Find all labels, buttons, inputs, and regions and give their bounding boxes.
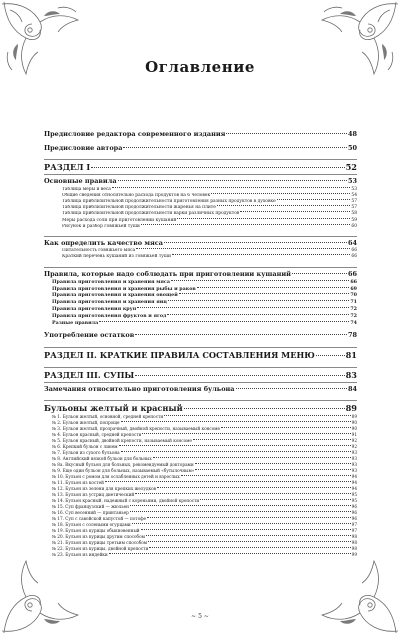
toc-entry[interactable] [44, 350, 357, 361]
toc-entry-page: 72 [350, 306, 357, 313]
toc-entry[interactable] [44, 320, 357, 327]
toc-entry-title: РАЗДЕЛ I [44, 162, 91, 173]
toc-entry[interactable] [44, 299, 357, 306]
toc-spacer [44, 153, 357, 158]
dot-leader [240, 211, 350, 212]
toc-entry-title: Правила, которые надо соблюдать при приготовлении кушаний [44, 269, 291, 278]
toc-entry-page: 66 [347, 269, 357, 278]
toc-entry[interactable] [44, 239, 357, 248]
toc-entry-title: № 2. Бульон желтый, попроще [52, 419, 120, 425]
toc-entry-page: 96 [351, 515, 357, 521]
dot-leader [277, 199, 351, 200]
toc-entry-title: Предисловие автора [44, 144, 123, 153]
toc-entry-page: 70 [350, 292, 357, 299]
toc-entry-page: 93 [351, 455, 357, 461]
toc-divider [44, 382, 357, 383]
toc-entry-page: 66 [351, 248, 357, 254]
page-number: ~ 5 ~ [191, 613, 209, 620]
toc-entry-title: № 21. Бульон из курицы третьим способом [52, 539, 147, 545]
toc-entry-title: № 12. Бульон из зелени для крепких желудков [52, 485, 157, 491]
toc-entry-page: 60 [351, 223, 357, 229]
dot-leader [200, 499, 350, 500]
toc-divider [44, 236, 357, 237]
toc-entry-page: 93 [351, 461, 357, 467]
toc-entry-title: Замечания относительно приготовления бульона [44, 384, 235, 393]
dot-leader [177, 218, 350, 219]
dot-leader [99, 321, 349, 322]
dot-leader [316, 355, 345, 356]
toc-entry-title: Бульоны желтый и красный [44, 402, 183, 413]
toc-entry-title: № 11. Бульон из костей [52, 479, 104, 485]
toc-entry[interactable] [44, 286, 357, 293]
dot-leader [195, 463, 351, 464]
toc-entry-title: № 8а. Вкусный бульон для больных, рекомендуемый докторами [52, 461, 194, 467]
dot-leader [292, 273, 347, 274]
toc-entry[interactable] [44, 306, 357, 313]
toc-entry-page: 90 [351, 419, 357, 425]
toc-entry-page: 95 [351, 497, 357, 503]
dot-leader [135, 375, 344, 376]
dot-leader [105, 481, 351, 482]
dot-leader [141, 224, 351, 225]
toc-entry[interactable] [44, 144, 357, 153]
dot-leader [164, 415, 351, 416]
toc-spacer [44, 361, 357, 366]
toc-entry-title: Правила приготовления и хранения мяса [52, 278, 170, 285]
toc-entry-title: Таблица приблизительной продолжительности приготовления разных продуктов в духовке [62, 199, 276, 205]
toc-entry[interactable] [44, 331, 357, 340]
toc-entry-title: № 13. Бульон из устриц диетический [52, 491, 135, 497]
toc-entry-title: Правила приготовления и хранения овощей [52, 292, 178, 299]
dot-leader [141, 529, 351, 530]
toc-entry-title: № 6. Крепкий бульон с линем [52, 443, 118, 449]
toc-entry-page: 72 [350, 312, 357, 319]
toc-entry-page: 96 [351, 503, 357, 509]
toc-entry[interactable] [44, 385, 357, 394]
dot-leader [167, 314, 349, 315]
toc-entry-title: Употребление остатков [44, 331, 135, 340]
dot-leader [211, 193, 350, 194]
toc-entry-title: Общие сведения относительно расхода продуктов на 6 человек [62, 192, 211, 198]
dot-leader [121, 421, 351, 422]
toc-entry-title: Правила приготовления и хранения рыбы и раков [52, 285, 196, 292]
toc-entry-title: № 3. Бульон желтый, прозрачный, двойной крепости, называемый консоме [52, 425, 221, 431]
toc-entry-page: 59 [351, 217, 357, 223]
toc-entry-page: 58 [351, 211, 357, 217]
dot-leader [172, 254, 351, 255]
toc-divider [44, 174, 357, 175]
toc-entry-page: 81 [345, 349, 357, 360]
toc-entry-title: № 14. Бульон красный, надежный с кореньями, двойной крепости [52, 497, 200, 503]
toc-entry-page: 94 [351, 479, 357, 485]
toc-entry-title: Питательность говяжьего мяса [62, 248, 136, 254]
toc-entry-title: № 7. Бульон из сухого бульона [52, 449, 120, 455]
toc-divider [44, 267, 357, 268]
toc-entry-page: 93 [351, 449, 357, 455]
toc-entry-title: Основные правила [44, 177, 117, 186]
toc-divider [44, 367, 357, 368]
toc-entry-title: Разные правила [52, 319, 99, 326]
toc-entry-page: 93 [351, 467, 357, 473]
toc-entry[interactable] [44, 403, 357, 414]
toc-entry[interactable] [44, 279, 357, 286]
toc-entry-title: Правила приготовления и хранения яиц [52, 299, 167, 306]
toc-entry-page: 94 [351, 485, 357, 491]
toc-entry-title: № 19. Бульон из курицы обыкновенный [52, 527, 140, 533]
toc-entry-title: № 20. Бульон из курицы другим способом [52, 533, 145, 539]
dot-leader [157, 487, 351, 488]
toc-divider [44, 400, 357, 401]
toc-entry-page: 98 [351, 533, 357, 539]
dot-leader [236, 388, 347, 389]
toc-entry-title: Таблица приблизительной продолжительности варки различных продуктов [62, 211, 240, 217]
toc-entry-page: 92 [351, 443, 357, 449]
toc-entry-title: Меры расхода соли при приготовлении кушаний [62, 217, 177, 223]
toc-entry-page: 95 [351, 491, 357, 497]
toc-entry-page: 92 [351, 437, 357, 443]
toc-entry-title: № 1. Бульон желтый, основной, средней крепости [52, 413, 164, 419]
toc-entry-page: 66 [351, 254, 357, 260]
toc-entry-title: РАЗДЕЛ II. КРАТКИЕ ПРАВИЛА СОСТАВЛЕНИЯ МЕНЮ [44, 349, 315, 360]
toc-entry-page: 99 [351, 551, 357, 557]
dot-leader [226, 133, 346, 134]
dot-leader [197, 287, 350, 288]
toc-entry[interactable] [44, 370, 357, 381]
dot-leader [147, 517, 351, 518]
dot-leader [136, 248, 350, 249]
toc-entry-page: 97 [351, 527, 357, 533]
dot-leader [184, 408, 345, 409]
toc-entry-title: № 17. Суп с савойской капустой — потофе [52, 515, 146, 521]
dot-leader [179, 293, 350, 294]
toc-entry-page: 50 [347, 144, 357, 153]
page-title: Оглавление [145, 58, 255, 76]
toc-entry-page: 53 [347, 177, 357, 186]
toc-entry-title: Правила приготовления круп [52, 306, 137, 313]
dot-leader [137, 307, 349, 308]
toc-entry-title: № 4. Бульон красный, средней крепости [52, 431, 142, 437]
toc-entry-page: 84 [347, 384, 357, 393]
toc-entry-page: 89 [351, 413, 357, 419]
toc-entry-title: № 9. Еще один бульон для больных, называемый «бутылочным» [52, 467, 195, 473]
toc-divider [44, 159, 357, 160]
toc-entry-page: 71 [350, 299, 357, 306]
toc-entry-page: 54 [351, 192, 357, 198]
toc-entry[interactable] [44, 177, 357, 186]
dot-leader [148, 541, 351, 542]
toc-spacer [44, 230, 357, 235]
toc-entry[interactable] [44, 292, 357, 299]
toc-entry-title: № 16. Суп весенний — принтаньер [52, 509, 129, 515]
dot-leader [130, 511, 351, 512]
dot-leader [221, 427, 351, 428]
toc-entry-title: № 5. Бульон красный, двойной крепости, называемый консоме [52, 437, 192, 443]
toc-entry[interactable] [44, 270, 357, 279]
toc-entry-page: 57 [351, 199, 357, 205]
toc-entry-title: Правила приготовления фруктов и ягод [52, 312, 167, 319]
dot-leader [130, 505, 351, 506]
toc-entry-page: 57 [351, 205, 357, 211]
dot-leader [153, 457, 351, 458]
dot-leader [135, 493, 350, 494]
toc-entry-title: Как определить качество мяса [44, 239, 163, 248]
toc-entry-title: № 8. Английский вязкой бульон для больных [52, 455, 152, 461]
dot-leader [121, 451, 351, 452]
table-of-contents [44, 130, 357, 558]
toc-entry-page: 78 [347, 331, 357, 340]
toc-entry-page: 94 [351, 473, 357, 479]
corner-ornament-bottom-right [300, 555, 400, 635]
dot-leader [181, 475, 351, 476]
dot-leader [91, 167, 344, 168]
toc-entry-page: 53 [351, 186, 357, 192]
toc-entry-page: 48 [347, 130, 357, 138]
dot-leader [195, 469, 350, 470]
toc-entry-title: РАЗДЕЛ III. СУПЫ [44, 369, 135, 380]
toc-entry-page: 74 [350, 319, 357, 326]
dot-leader [168, 300, 349, 301]
toc-entry-page: 52 [345, 162, 357, 173]
toc-entry-page: 83 [345, 369, 357, 380]
toc-entry-title: Рисунок и разбор говяжьей туши [62, 223, 140, 229]
dot-leader [119, 445, 351, 446]
toc-entry[interactable] [44, 313, 357, 320]
corner-ornament-bottom-left [0, 555, 100, 635]
toc-spacer [44, 261, 357, 266]
dot-leader [164, 242, 347, 243]
toc-entry-page: 98 [351, 545, 357, 551]
toc-entry[interactable] [44, 552, 357, 558]
dot-leader [109, 553, 351, 554]
dot-leader [193, 439, 351, 440]
dot-leader [217, 205, 351, 206]
toc-divider [44, 347, 357, 348]
toc-entry-title: № 23. Бульон из индейки [52, 551, 108, 557]
toc-entry-page: 69 [350, 285, 357, 292]
toc-entry-page: 90 [351, 425, 357, 431]
toc-entry-title: № 18. Бульон с солеными огурцами [52, 521, 131, 527]
toc-entry-title: Краткий перечень кушаний из говяжьей туши [62, 254, 171, 260]
toc-entry-page: 96 [351, 509, 357, 515]
toc-entry-title: № 10. Бульон с ромом для ослабленных детей и взрослых [52, 473, 180, 479]
toc-entry-page: 64 [347, 239, 357, 248]
dot-leader [118, 180, 347, 181]
dot-leader [171, 280, 349, 281]
toc-entry-title: Таблица меры и веса [62, 186, 111, 192]
toc-entry-title: № 15. Суп французский — жюльен [52, 503, 129, 509]
toc-entry-title: Предисловие редактора современного издания [44, 130, 226, 138]
dot-leader [123, 147, 347, 148]
dot-leader [135, 334, 347, 335]
dot-leader [112, 187, 350, 188]
toc-entry[interactable] [44, 130, 357, 139]
toc-entry-page: 91 [351, 431, 357, 437]
toc-spacer [44, 394, 357, 399]
dot-leader [142, 433, 350, 434]
toc-entry-page: 66 [350, 278, 357, 285]
toc-entry-page: 89 [345, 402, 357, 413]
toc-spacer [44, 341, 357, 346]
toc-entry[interactable] [44, 162, 357, 173]
toc-entry-title: Таблица приблизительной продолжительности жаренья на плите [62, 205, 216, 211]
toc-entry-page: 97 [351, 521, 357, 527]
dot-leader [132, 523, 351, 524]
dot-leader [149, 547, 350, 548]
toc-entry-title: № 22. Бульон из курицы, двойной крепости [52, 545, 149, 551]
dot-leader [146, 535, 351, 536]
toc-entry-page: 98 [351, 539, 357, 545]
